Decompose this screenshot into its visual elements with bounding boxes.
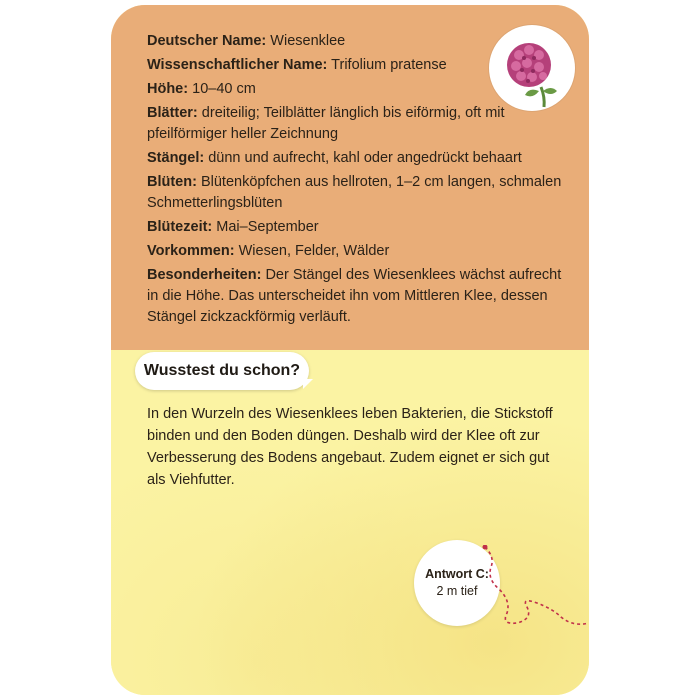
fact-value: Blütenköpfchen aus hellroten, 1–2 cm langen, schmalen Schmetterlingsblüten [147,174,562,211]
fact-label: Besonderheiten: [147,267,262,283]
fact-value: dünn und aufrecht, kahl oder angedrückt behaart [208,150,522,166]
fact-label: Blätter: [147,105,198,121]
fact-value: Wiesenklee [270,33,346,49]
fact-value: Trifolium pratense [331,57,447,73]
answer-value: 2 m tief [436,584,478,598]
fact-label: Höhe: [147,81,189,97]
fact-special-features [147,265,567,328]
trivia-text: In den Wurzeln des Wiesenklees leben Bakterien, die Stickstoff binden und den Boden düngen. Deshalb wird der Klee oft zur Verbesserung des Bodens angebaut. Zudem eignet er sich gut als Viehfutter. [147,406,553,488]
did-you-know-bubble [135,352,309,390]
fact-value: 10–40 cm [192,81,256,97]
answer-label: Antwort C: [425,567,489,581]
speech-bubble-tail-icon [303,379,313,389]
fact-stem [147,148,567,169]
fact-value: dreiteilig; Teilblätter länglich bis eiförmig, oft mit pfeilförmiger heller Zeichnung [147,105,505,142]
fact-label: Vorkommen: [147,243,235,259]
fact-habitat [147,241,567,262]
fact-value: Der Stängel des Wiesenklees wächst aufrecht in die Höhe. Das unterscheidet ihn vom Mittleren Klee, dessen Stängel zickzackförmig verläuft. [147,267,562,325]
facts-panel [111,5,589,350]
fact-label: Blüten: [147,174,197,190]
fact-label: Wissenschaftlicher Name: [147,57,328,73]
fact-label: Stängel: [147,150,205,166]
dotted-trail-icon [481,545,589,655]
bubble-text: Wusstest du schon? [143,362,301,379]
red-clover-icon [489,25,575,111]
fact-label: Blütezeit: [147,219,213,235]
fact-value: Wiesen, Felder, Wälder [238,243,390,259]
species-card [111,5,589,695]
fact-label: Deutscher Name: [147,33,267,49]
fact-flowering-time [147,217,567,238]
fact-value: Mai–September [216,219,319,235]
fact-flowers [147,172,567,214]
